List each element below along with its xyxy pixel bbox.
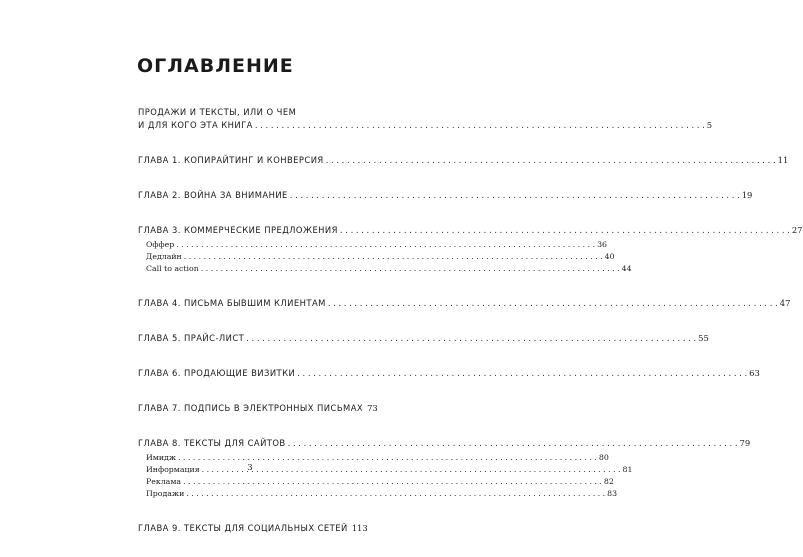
toc-subsection-row (146, 251, 615, 263)
toc-subsection-page: 80 (598, 453, 609, 462)
toc-chapter-page: 47 (779, 298, 791, 308)
toc-chapter-label: ГЛАВА 5. ПРАЙС-ЛИСТ (138, 333, 245, 343)
dot-leader (340, 224, 790, 237)
toc-subsection (138, 251, 615, 263)
toc-entry-chapter (138, 402, 378, 415)
toc-subsection-label: Call to action (146, 264, 199, 273)
toc-entry-chapter (138, 332, 709, 345)
dot-leader (290, 189, 740, 202)
toc-entry-chapter (138, 297, 791, 310)
toc-chapter-row (138, 189, 753, 202)
toc-subsection-page: 40 (604, 252, 615, 261)
toc-subsection-label: Дедлайн (146, 252, 182, 261)
toc-chapter-label: ГЛАВА 4. ПИСЬМА БЫВШИМ КЛИЕНТАМ (138, 298, 326, 308)
toc-subsection (138, 239, 607, 251)
chapter-list (138, 154, 803, 535)
toc-subsection-row (146, 488, 618, 500)
toc-chapter-row (138, 224, 803, 237)
toc-chapter-page: 79 (739, 438, 751, 448)
toc-chapter-page: 27 (791, 225, 803, 235)
toc-chapter-row (138, 332, 709, 345)
toc-subsection-label: Продажи (146, 489, 185, 498)
toc-entry-chapter (138, 154, 789, 167)
toc-entry-chapter (138, 224, 803, 275)
toc-entry-intro-page: 5 (706, 120, 713, 130)
toc-subsection-page: 81 (622, 465, 633, 474)
dot-leader (255, 119, 705, 132)
toc-subsection (138, 476, 614, 488)
toc-subsection-label: Реклама (146, 477, 182, 486)
dot-leader (184, 251, 603, 263)
dot-leader (183, 476, 602, 488)
toc-chapter-row (138, 297, 791, 310)
toc-subsection-row (146, 476, 614, 488)
toc-subsection-page: 44 (621, 264, 632, 273)
toc-entry-chapter (138, 189, 753, 202)
dot-leader (246, 332, 696, 345)
toc-chapter-row (138, 154, 789, 167)
dot-leader (328, 297, 778, 310)
dot-leader (288, 437, 738, 450)
toc-entry-chapter (138, 522, 368, 535)
toc-chapter-page: 113 (351, 523, 368, 533)
dot-leader (297, 367, 747, 380)
toc-subsection-label: Оффер (146, 240, 175, 249)
toc-entry-intro-line2: И ДЛЯ КОГО ЭТА КНИГА (138, 120, 253, 130)
toc-subsection-row (146, 263, 632, 275)
toc-chapter-page: 73 (367, 403, 378, 413)
toc-chapter-label: ГЛАВА 3. КОММЕРЧЕСКИЕ ПРЕДЛОЖЕНИЯ (138, 225, 338, 235)
toc-chapter-label: ГЛАВА 7. ПОДПИСЬ В ЭЛЕКТРОННЫХ ПИСЬМАХ (138, 403, 364, 413)
dot-leader (176, 239, 595, 251)
toc-title: ОГЛАВЛЕНИЕ (137, 55, 294, 77)
toc-subsection-row (146, 239, 607, 251)
toc-subsection (138, 488, 618, 500)
toc-subsection (138, 263, 632, 275)
table-of-contents (138, 106, 803, 557)
toc-subsection-label: Информация (146, 465, 200, 474)
toc-chapter-label: ГЛАВА 2. ВОЙНА ЗА ВНИМАНИЕ (138, 190, 288, 200)
toc-entry-intro-line1: ПРОДАЖИ И ТЕКСТЫ, ИЛИ О ЧЕМ (138, 107, 297, 117)
toc-chapter-label: ГЛАВА 9. ТЕКСТЫ ДЛЯ СОЦИАЛЬНЫХ СЕТЕЙ (138, 523, 348, 533)
toc-subsection-page: 82 (603, 477, 614, 486)
toc-entry-intro-row (138, 119, 713, 132)
toc-chapter-row (138, 437, 751, 450)
toc-chapter-label: ГЛАВА 1. КОПИРАЙТИНГ И КОНВЕРСИЯ (138, 155, 324, 165)
page-number: 3 (247, 463, 253, 473)
toc-chapter-page: 63 (749, 368, 760, 378)
dot-leader (326, 154, 776, 167)
dot-leader (201, 263, 620, 275)
toc-chapter-page: 19 (741, 190, 753, 200)
toc-chapter-row (138, 402, 378, 415)
dot-leader (186, 488, 605, 500)
toc-chapter-page: 55 (698, 333, 709, 343)
toc-chapter-row (138, 522, 368, 535)
toc-chapter-page: 11 (777, 155, 789, 165)
toc-subsection-page: 36 (597, 240, 607, 249)
toc-entry-intro (138, 106, 713, 132)
toc-chapter-row (138, 367, 760, 380)
toc-subsection-label: Имидж (146, 453, 177, 462)
toc-chapter-label: ГЛАВА 6. ПРОДАЮЩИЕ ВИЗИТКИ (138, 368, 296, 378)
toc-chapter-label: ГЛАВА 8. ТЕКСТЫ ДЛЯ САЙТОВ (138, 438, 286, 448)
toc-entry-chapter (138, 367, 760, 380)
toc-subsection-page: 83 (607, 489, 618, 498)
